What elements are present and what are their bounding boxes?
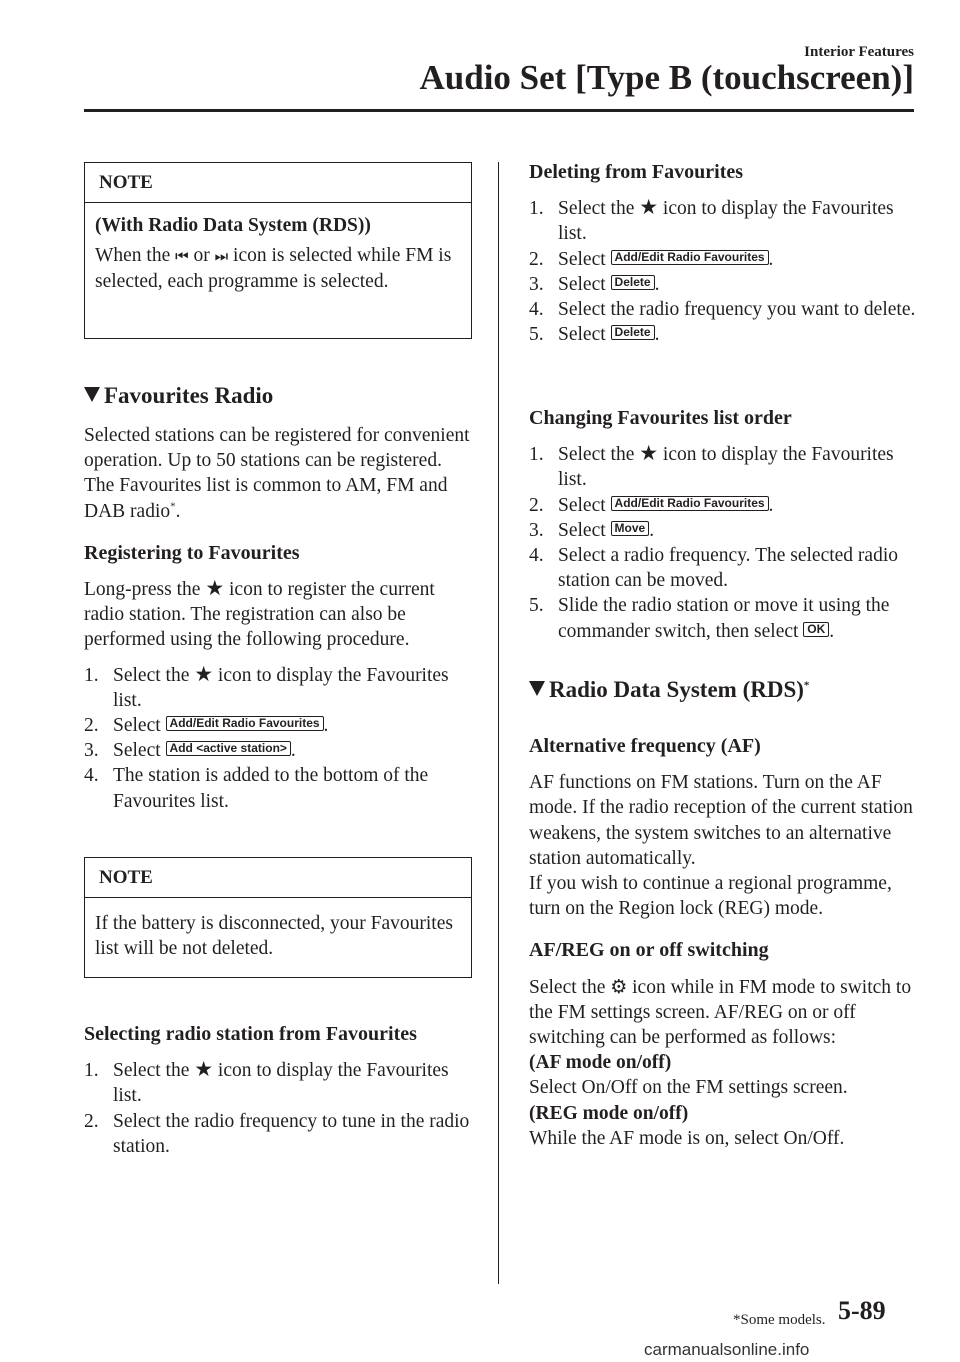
af-mode-label: (AF mode on/off) [529, 1052, 672, 1074]
switching-text: Select the ⚙ icon while in FM mode to switch to the FM settings screen. AF/REG on or off switching can be performed as follows: [529, 975, 912, 1049]
deleting-steps [529, 196, 917, 347]
footnote-asterisk: * [170, 500, 176, 513]
list-item: 1. Select the ★ icon to display the Favourites list. [529, 441, 894, 491]
triangle-bullet-icon [84, 387, 100, 402]
selecting-steps [84, 1058, 472, 1159]
add-edit-favourites-button: Add/Edit Radio Favourites [611, 250, 769, 265]
footnote-some-models: *Some models. [733, 1312, 826, 1328]
subheading-af: Alternative frequency (AF) [529, 735, 761, 757]
subheading-changing-order: Changing Favourites list order [529, 407, 792, 429]
list-item: 5. Select Delete . [529, 324, 660, 346]
star-icon: ★ [639, 195, 659, 220]
list-item: 5. Slide the radio station or move it using the commander switch, then select OK . [529, 595, 890, 642]
favourites-intro: Selected stations can be registered for convenient operation. Up to 50 stations can be registered. The Favourites list is common to AM, FM and DAB radio*. [84, 425, 470, 522]
list-item: 4. Select the radio frequency you want to delete. [529, 299, 916, 321]
section-heading-favourites: Favourites Radio [84, 382, 472, 410]
star-icon: ★ [194, 661, 214, 686]
af-mode-text: Select On/Off on the FM settings screen. [529, 1077, 848, 1099]
reg-mode-text: While the AF mode is on, select On/Off. [529, 1127, 845, 1149]
note-subheading: (With Radio Data System (RDS)) [95, 215, 371, 236]
list-item: 4. Select a radio frequency. The selected radio station can be moved. [529, 545, 899, 592]
ok-button: OK [803, 622, 829, 637]
add-edit-favourites-button: Add/Edit Radio Favourites [611, 496, 769, 511]
list-item: 2. Select Add/Edit Radio Favourites . [529, 494, 774, 516]
footnote-asterisk: * [803, 679, 810, 692]
triangle-bullet-icon [529, 681, 545, 696]
registering-steps [84, 663, 472, 814]
note-heading: NOTE [85, 858, 471, 898]
subheading-registering: Registering to Favourites [84, 541, 300, 564]
registering-text: Long-press the ★ icon to register the current radio station. The registration can also be performed using the following procedure. [84, 576, 435, 651]
list-item: 4. The station is added to the bottom of the Favourites list. [84, 765, 429, 812]
gear-icon: ⚙ [610, 975, 628, 998]
af-text: AF functions on FM stations. Turn on the AF mode. If the radio reception of the current station weakens, the system switches to an alternative station automatically. [529, 772, 913, 869]
reg-mode-label: (REG mode on/off) [529, 1102, 689, 1124]
skip-back-icon: ⏮ [175, 247, 189, 266]
delete-button: Delete [611, 275, 655, 290]
deleting-content [529, 160, 917, 347]
subheading-switching: AF/REG on or off switching [529, 939, 769, 962]
note-text: If the battery is disconnected, your Favourites list will be not deleted. [95, 913, 453, 960]
list-item: 3. Select Delete . [529, 273, 660, 295]
note-box-battery [84, 857, 472, 978]
subheading-selecting: Selecting radio station from Favourites [84, 1023, 417, 1045]
note-text: When the ⏮ or ⏭ icon is selected while FM is selected, each programme is selected. [95, 245, 452, 293]
subheading-deleting: Deleting from Favourites [529, 161, 744, 183]
add-active-station-button: Add <active station> [166, 741, 291, 756]
list-item: 1. Select the ★ icon to display the Favourites list. [529, 195, 894, 245]
list-item: 1. Select the ★ icon to display the Favourites list. [84, 1057, 449, 1107]
delete-button: Delete [611, 325, 655, 340]
page-title: Audio Set [Type B (touchscreen)] [419, 58, 914, 97]
section-heading-rds: Radio Data System (RDS)* [529, 676, 917, 704]
af-region-text: If you wish to continue a regional programme, turn on the Region lock (REG) mode. [529, 873, 892, 920]
section-label: Interior Features [804, 44, 914, 60]
note-heading: NOTE [85, 163, 471, 203]
star-icon: ★ [194, 1057, 214, 1082]
favourites-content [84, 423, 472, 814]
list-item: 2. Select Add/Edit Radio Favourites . [529, 248, 774, 270]
list-item: 1. Select the ★ icon to display the Favourites list. [84, 661, 449, 711]
page-number: 5-89 [838, 1296, 886, 1325]
add-edit-favourites-button: Add/Edit Radio Favourites [166, 716, 324, 731]
star-icon: ★ [205, 576, 225, 601]
order-content [529, 406, 917, 644]
order-steps [529, 442, 917, 644]
list-item: 2. Select Add/Edit Radio Favourites . [84, 715, 329, 737]
list-item: 2. Select the radio frequency to tune in the radio station. [84, 1110, 470, 1157]
selecting-content [84, 1022, 472, 1159]
list-item: 3. Select Move . [529, 519, 655, 541]
skip-forward-icon: ⏭ [214, 247, 229, 266]
move-button: Move [611, 521, 650, 536]
star-icon: ★ [639, 441, 659, 466]
watermark: carmanualsonline.info [644, 1340, 810, 1359]
header-rule [84, 109, 914, 112]
rds-content [529, 734, 917, 1151]
column-divider [498, 162, 499, 1284]
note-box-rds [84, 162, 472, 339]
list-item: 3. Select Add <active station> . [84, 740, 296, 762]
